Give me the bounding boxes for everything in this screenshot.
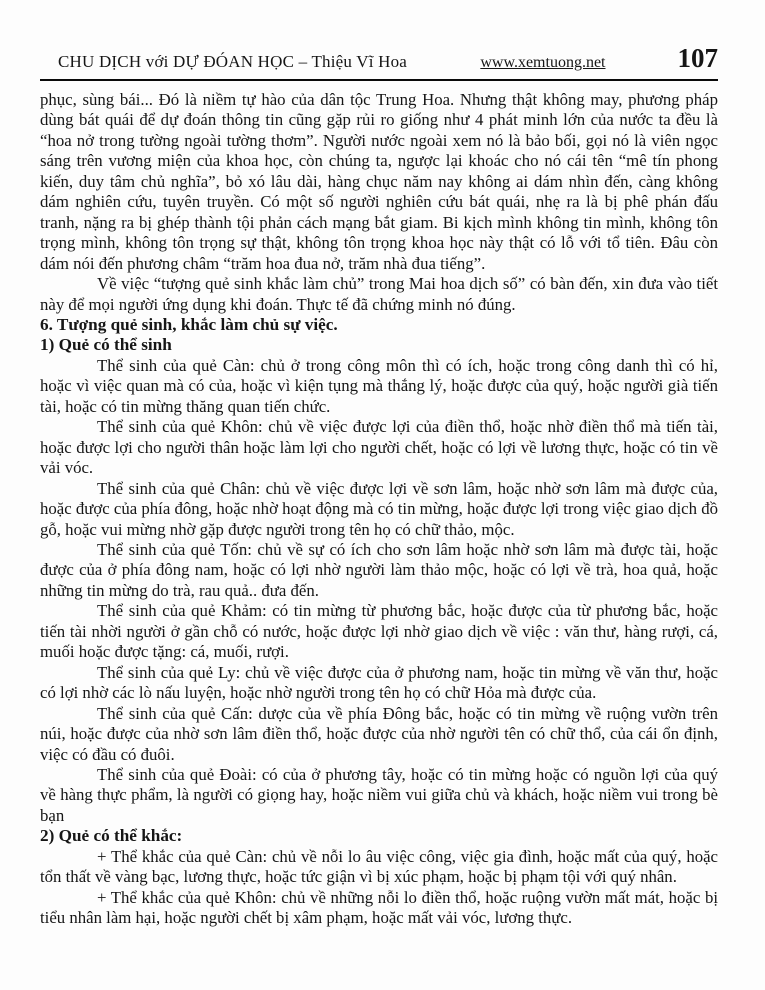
para-the-sinh-khon: Thể sinh của quẻ Khôn: chủ về việc được lợi của điền thổ, hoặc nhờ điền thổ mà tiến tài, hoặc được lợi cho người thân hoặc làm lợi cho người chết, hoặc có lợi về lương thực, hoặc có tin về vải vóc. [40, 417, 718, 478]
para-the-sinh-ton: Thể sinh của quẻ Tốn: chủ về sự có ích cho sơn lâm hoặc nhờ sơn lâm mà được tài, hoặc được của ở phía đông nam, hoặc có lợi nhờ người làm thảo mộc, hoặc có lợi về trà, hoa quả, hoặc những tin mừng do trà, rau quả.. đưa đến. [40, 539, 718, 600]
para-the-sinh-doai: Thể sinh của quẻ Đoài: có của ở phương tây, hoặc có tin mừng hoặc có nguồn lợi của quý về hàng thực phẩm, là người có giọng hay, hoặc niềm vui giữa chủ và khách, hoặc niềm vui trong bè bạn [40, 764, 718, 825]
para-the-sinh-can2: Thể sinh của quẻ Cấn: dược của về phía Đông bắc, hoặc có tin mừng về ruộng vườn trên núi, hoặc được của nhờ sơn lâm điền thổ, hoặc được của nhờ người tên có chữ thổ, của cái ổn định, việc có đầu có đuôi. [40, 703, 718, 764]
section-heading: 6. Tượng quẻ sinh, khắc làm chủ sự việc. [40, 314, 338, 334]
page-header [40, 45, 718, 72]
page-number: 107 [677, 43, 718, 73]
para-the-khac-can: + Thể khắc của quẻ Càn: chủ về nỗi lo âu việc công, việc gia đình, hoặc mất của quý, hoặc tổn thất về vàng bạc, lương thực, hoặc tức giận vì bị xúc phạm, hoặc bị phạm tội với quý nhân. [40, 846, 718, 887]
body-text [40, 90, 718, 929]
book-title: CHU DỊCH với DỰ ĐÓAN HỌC – Thiệu Vĩ Hoa [58, 52, 408, 71]
para-the-khac-khon: + Thể khắc của quẻ Khôn: chủ về những nỗi lo điền thổ, hoặc ruộng vườn mất mát, hoặc bị tiểu nhân làm hại, hoặc người chết bị xâm phạm, hoặc mất vải vóc, lương thực. [40, 887, 718, 928]
website-link[interactable]: www.xemtuong.net [480, 54, 606, 71]
para-the-sinh-ly: Thể sinh của quẻ Ly: chủ về việc được của ở phương nam, hoặc tin mừng về văn thư, hoặc có lợi nhờ các lò nấu luyện, hoặc nhờ người trong tên họ có chữ Hỏa mà được của. [40, 662, 718, 703]
para-the-sinh-chan: Thể sinh của quẻ Chân: chủ về việc được lợi về sơn lâm, hoặc nhờ sơn lâm mà được của, hoặc được của phía đông, hoặc nhờ hoạt động mà có tin mừng, hoặc được lợi trong việc giao dịch đồ gỗ, hoặc vui mừng nhờ gặp được người trong tên họ có chữ thảo, mộc. [40, 478, 718, 539]
subsection-heading-sinh: 1) Quẻ có thể sinh [40, 335, 172, 355]
para-the-sinh-can: Thể sinh của quẻ Càn: chủ ở trong công môn thì có ích, hoặc trong công danh thì có hỉ, hoặc vì việc quan mà có của, hoặc vì kiện tụng mà thắng lý, hoặc được của quý, hoặc người già tiến tài, hoặc có tin mừng thăng quan tiến chức. [40, 355, 718, 416]
page-content [40, 0, 718, 929]
header-rule [40, 79, 718, 81]
para-the-sinh-kham: Thể sinh của quẻ Khảm: có tin mừng từ phương bắc, hoặc được của từ phương bắc, hoặc tiến tài nhời người ở gần chỗ có nước, hoặc được lợi nhờ giao dịch về việc : văn thư, hàng rượi, cá, muối hoặc được tặng: cá, muối, rượi. [40, 601, 718, 662]
subsection-heading-khac: 2) Quẻ có thể khắc: [40, 826, 183, 846]
para-intro-second: Về việc “tượng quẻ sinh khắc làm chủ” trong Mai hoa dịch số” có bàn đến, xin đưa vào tiết này để mọi người ứng dụng khi đoán. Thực tế đã chứng minh nó đúng. [40, 274, 718, 314]
para-intro-continuation: phục, sùng bái... Đó là niềm tự hào của dân tộc Trung Hoa. Nhưng thật không may, phương pháp dùng bát quái để dự đoán thông tin cũng gặp rủi ro giống như 4 phát minh lớn của nước ta đều là “hoa nở trong tường ngoài tường thơm”. Người nước ngoài xem nó là bảo bối, gọi nó là viên ngọc sáng trên vương miện của khoa học, còn chúng ta, ngược lại khoác cho nó cái tên “mê tín phong kiến, duy tâm chủ nghĩa”, bỏ xó lâu dài, hàng chục năm nay không ai dám nhìn đến, càng không dám nghiên cứu, tuyên truyền. Có một số người nghiên cứu bát quái, nhẹ ra là bị phê phán đấu tranh, nặng ra bị ghép thành tội phản cách mạng bắt giam. Bi kịch mình không tin mình, không tôn trọng mình, không tôn trọng sự thật, không tôn trọng khoa học này thật có lỗ với tổ tiên. Đâu còn dám nói đến phương châm “trăm hoa đua nở, trăm nhà đua tiếng”. [40, 90, 718, 273]
